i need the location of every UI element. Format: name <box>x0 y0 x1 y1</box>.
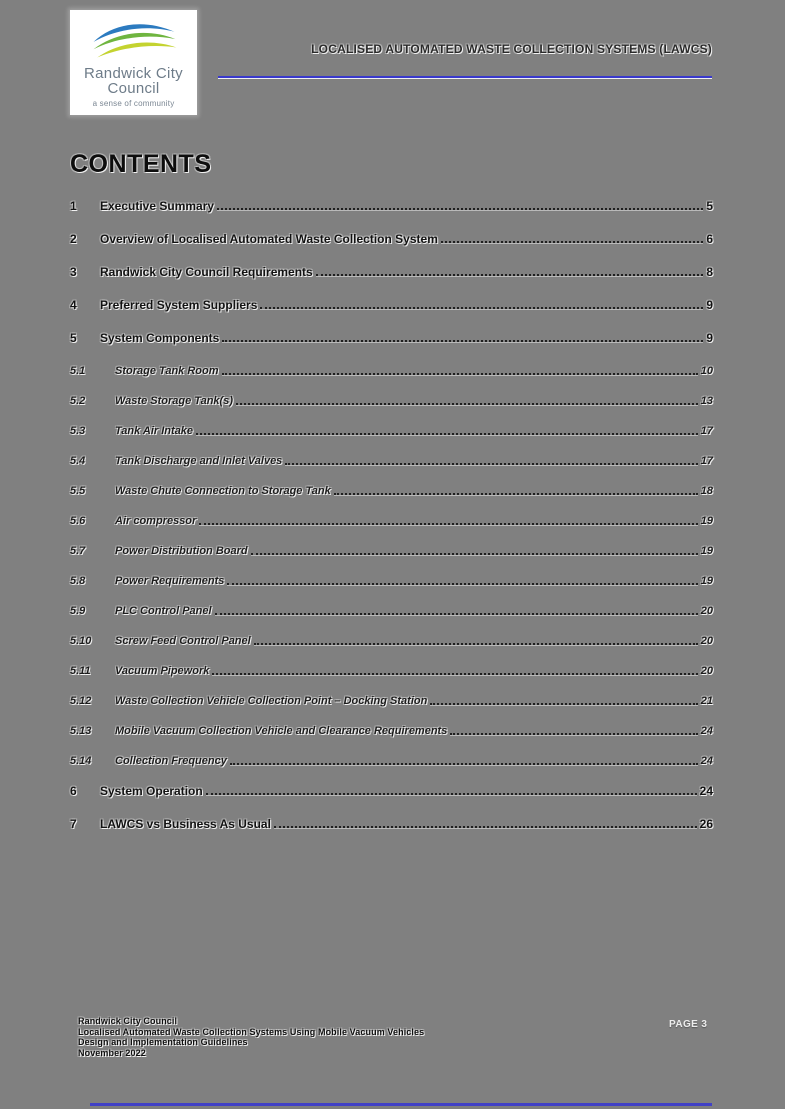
toc-entry <box>70 818 713 831</box>
toc-entry <box>70 695 713 708</box>
toc-dot-leader <box>217 208 703 210</box>
footer-line: Design and Implementation Guidelines <box>78 1037 248 1047</box>
toc-entry-page: 24 <box>700 725 713 737</box>
toc-entry-label: Power Requirements <box>115 575 225 587</box>
toc-dot-leader <box>227 583 697 585</box>
toc-dot-leader <box>199 523 697 525</box>
toc-entry-page: 5 <box>706 199 713 213</box>
toc-entry-label: Overview of Localised Automated Waste Collection System <box>100 232 438 246</box>
footer-line: November 2022 <box>78 1047 146 1058</box>
toc-entry-page: 19 <box>700 575 713 587</box>
logo-org-line2: Council <box>107 80 160 97</box>
toc-entry <box>70 266 713 279</box>
toc-entry <box>70 299 713 312</box>
toc-entry-page: 13 <box>700 395 713 407</box>
toc-entry-number: 5.7 <box>70 545 86 557</box>
toc-entry-page: 6 <box>706 232 713 246</box>
toc-entry <box>70 575 713 588</box>
toc-entry-page: 17 <box>700 455 713 467</box>
logo-org-name <box>84 66 183 96</box>
toc-entry-page: 18 <box>700 485 713 497</box>
toc-entry-label: Mobile Vacuum Collection Vehicle and Clearance Requirements <box>115 725 448 737</box>
toc-entry-number: 4 <box>70 298 77 312</box>
toc-entry <box>70 665 713 678</box>
toc-entry-page: 21 <box>700 695 713 707</box>
council-logo <box>70 10 197 115</box>
toc-entry-number: 2 <box>70 232 77 246</box>
toc-entry-label: Collection Frequency <box>115 755 227 767</box>
toc-entry-page: 19 <box>700 545 713 557</box>
toc-entry-page: 26 <box>699 817 713 831</box>
toc-entry-number: 5.2 <box>70 395 86 407</box>
toc-entry-label: Tank Air Intake <box>115 425 194 437</box>
toc-entry-label: Tank Discharge and Inlet Valves <box>115 455 283 467</box>
toc-dot-leader <box>430 703 697 705</box>
toc-dot-leader <box>206 793 697 795</box>
toc-entry-label: Vacuum Pipework <box>115 665 210 677</box>
page-number-label: PAGE 3 <box>669 1019 708 1030</box>
toc-entry-label: LAWCS vs Business As Usual <box>100 817 271 831</box>
toc-entry-page: 20 <box>700 665 713 677</box>
toc-dot-leader <box>254 643 698 645</box>
toc-entry-page: 19 <box>700 515 713 527</box>
toc-entry-number: 5.1 <box>70 365 86 377</box>
toc-dot-leader <box>212 673 697 675</box>
toc-entry <box>70 545 713 558</box>
toc-entry-label: Storage Tank Room <box>115 365 219 377</box>
footer-block <box>78 1016 424 1058</box>
toc-entry-number: 5.11 <box>70 665 91 677</box>
logo-waves-icon <box>86 18 182 64</box>
toc-entry-number: 5.12 <box>70 695 92 707</box>
contents-heading: CONTENTS <box>70 150 212 178</box>
toc-dot-leader <box>236 403 698 405</box>
toc-entry <box>70 233 713 246</box>
toc-entry-number: 6 <box>70 784 77 798</box>
toc-entry-label: System Components <box>100 331 220 345</box>
footer-line: Localised Automated Waste Collection Systems Using Mobile Vacuum Vehicles <box>78 1026 425 1037</box>
toc-entry-number: 5.5 <box>70 485 86 497</box>
toc-entry-page: 20 <box>700 635 713 647</box>
toc-entry-page: 24 <box>700 755 713 767</box>
toc-dot-leader <box>196 433 698 435</box>
toc-dot-leader <box>230 763 698 765</box>
toc-entry-number: 5 <box>70 331 77 345</box>
toc-entry-number: 1 <box>70 199 77 213</box>
toc-entry-number: 5.6 <box>70 515 86 527</box>
toc-entry <box>70 605 713 618</box>
toc-entry-number: 3 <box>70 265 77 279</box>
toc-entry-label: PLC Control Panel <box>115 605 212 617</box>
toc-entry <box>70 635 713 648</box>
toc-entry-page: 10 <box>700 365 713 377</box>
toc-entry <box>70 425 713 438</box>
table-of-contents <box>70 200 713 851</box>
toc-entry-page: 9 <box>706 298 713 312</box>
toc-entry-number: 5.3 <box>70 425 86 437</box>
toc-entry <box>70 725 713 738</box>
toc-dot-leader <box>441 241 703 243</box>
toc-dot-leader <box>215 613 698 615</box>
toc-dot-leader <box>222 373 698 375</box>
toc-dot-leader <box>334 493 698 495</box>
toc-entry-page: 24 <box>699 784 713 798</box>
document-header-title: LOCALISED AUTOMATED WASTE COLLECTION SYSTEMS (LAWCS) <box>311 42 712 56</box>
toc-entry <box>70 200 713 213</box>
toc-dot-leader <box>285 463 697 465</box>
toc-entry-number: 5.9 <box>70 605 86 617</box>
toc-dot-leader <box>222 340 703 342</box>
header-divider-rule <box>218 76 712 79</box>
toc-dot-leader <box>260 307 703 309</box>
toc-entry-number: 7 <box>70 817 77 831</box>
toc-entry-label: Screw Feed Control Panel <box>115 635 251 647</box>
toc-entry <box>70 485 713 498</box>
toc-entry-label: Waste Storage Tank(s) <box>115 395 233 407</box>
toc-entry-page: 8 <box>706 265 713 279</box>
toc-entry-label: Preferred System Suppliers <box>100 298 258 312</box>
toc-entry-label: Randwick City Council Requirements <box>100 265 313 279</box>
footer-line: Randwick City Council <box>78 1016 178 1026</box>
toc-entry-number: 5.14 <box>70 755 92 767</box>
toc-dot-leader <box>450 733 697 735</box>
toc-entry-number: 5.13 <box>70 725 92 737</box>
toc-entry-label: Executive Summary <box>100 199 215 213</box>
toc-entry <box>70 332 713 345</box>
toc-entry <box>70 515 713 528</box>
toc-entry <box>70 755 713 768</box>
toc-entry <box>70 785 713 798</box>
logo-org-line1: Randwick City <box>84 65 183 82</box>
toc-entry-number: 5.4 <box>70 455 86 467</box>
toc-entry <box>70 455 713 468</box>
toc-dot-leader <box>274 826 697 828</box>
toc-entry-page: 17 <box>700 425 713 437</box>
toc-entry-number: 5.10 <box>70 635 92 647</box>
logo-tagline: a sense of community <box>92 99 175 108</box>
toc-entry-label: Waste Collection Vehicle Collection Point – Docking Station <box>115 695 428 707</box>
toc-entry-page: 9 <box>706 331 713 345</box>
toc-entry <box>70 395 713 408</box>
toc-entry-label: Air compressor <box>115 515 197 527</box>
toc-entry <box>70 365 713 378</box>
toc-entry-label: Waste Chute Connection to Storage Tank <box>115 485 331 497</box>
toc-entry-label: Power Distribution Board <box>115 545 248 557</box>
toc-entry-label: System Operation <box>100 784 203 798</box>
toc-entry-page: 20 <box>700 605 713 617</box>
toc-dot-leader <box>251 553 698 555</box>
toc-entry-number: 5.8 <box>70 575 86 587</box>
toc-dot-leader <box>316 274 704 276</box>
bottom-divider-rule <box>90 1103 712 1106</box>
